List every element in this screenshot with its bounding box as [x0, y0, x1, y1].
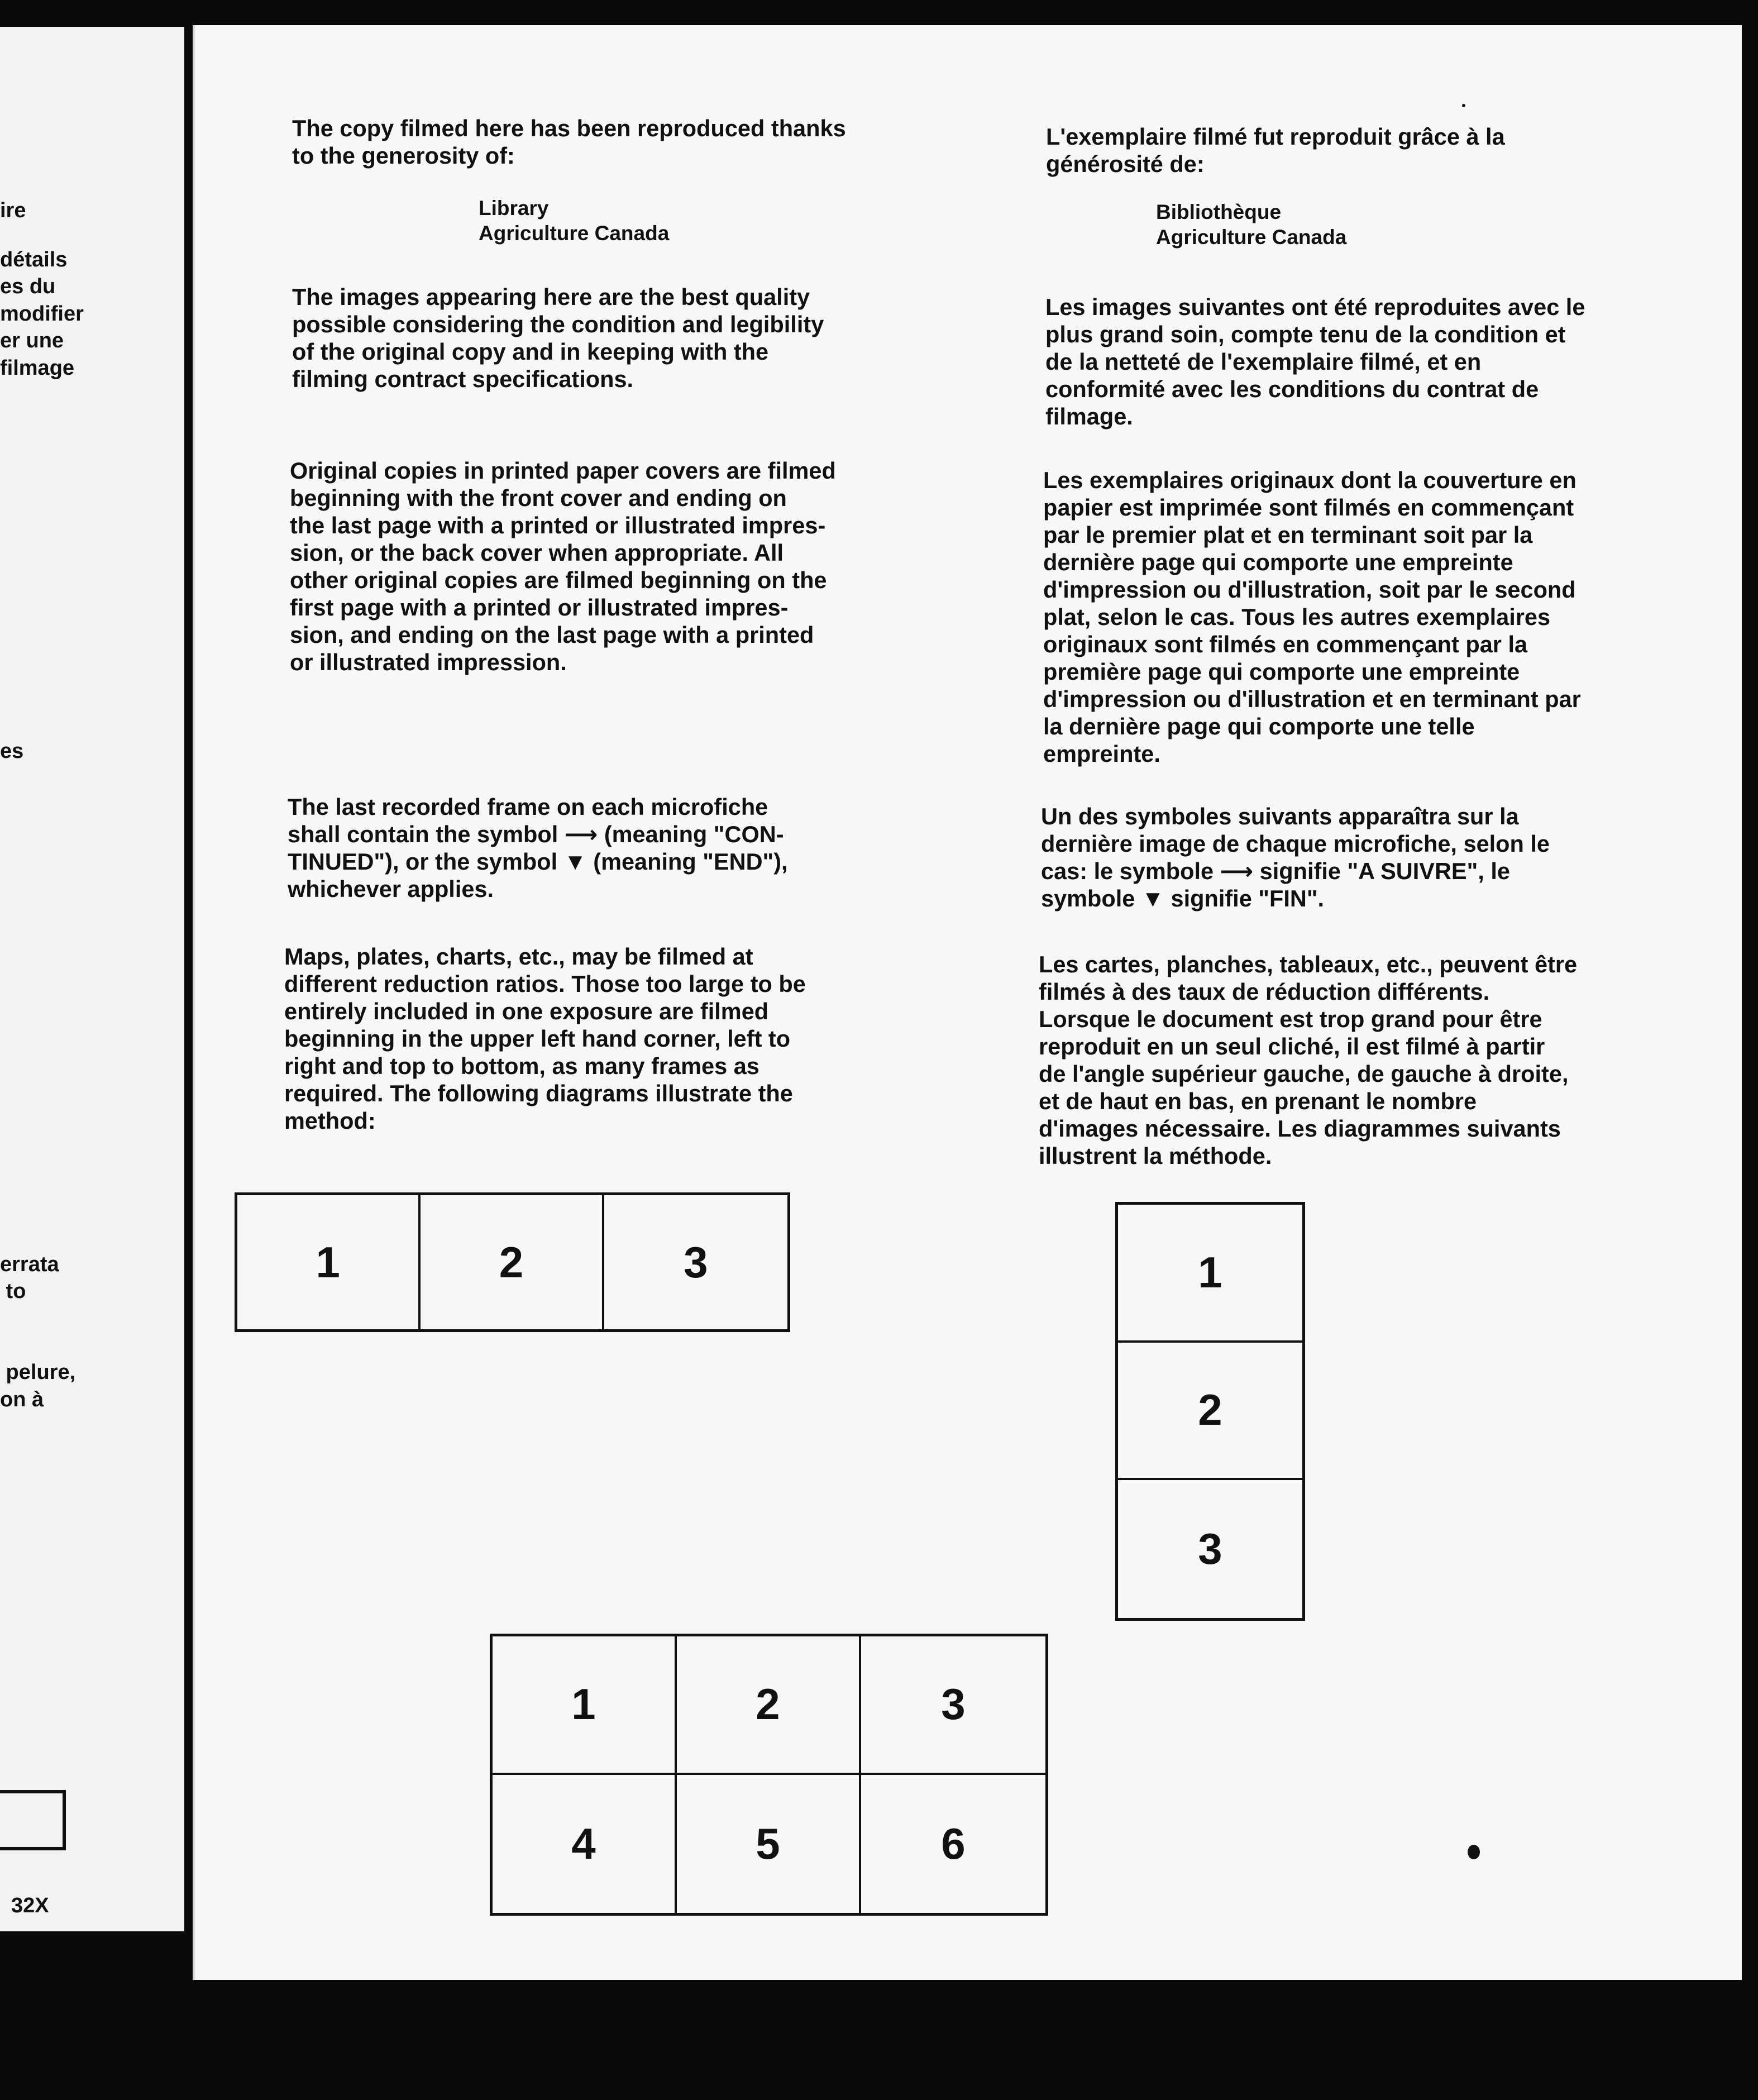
fragment-line: to	[0, 1280, 26, 1303]
french-generosity-intro: L'exemplaire filmé fut reproduit grâce à la générosité de:	[1046, 123, 1505, 177]
frame-cell: 3	[861, 1636, 1045, 1775]
english-maps-paragraph: Maps, plates, charts, etc., may be filmed at different reduction ratios. Those too large to be entirely included in one exposure are filmed beginning in the upper left hand corner, left to right and top to bottom, as many frames as required. The following diagrams illustrate the method:	[284, 943, 806, 1134]
frame-cell: 4	[493, 1775, 677, 1913]
french-original-copies-paragraph: Les exemplaires originaux dont la couverture en papier est imprimée sont filmés en commençant par le premier plat et en terminant soit par la dernière page qui comporte une empreinte d'impression ou d'illustration, soit par le second plat, selon le cas. Tous les autres exemplaires originaux sont filmés en commençant par la première page qui comporte une empreinte d'impression ou d'illustration et en terminant par la dernière page qui comporte une telle empreinte.	[1043, 467, 1581, 767]
english-original-copies-paragraph: Original copies in printed paper covers are filmed beginning with the front cover and ending on the last page with a printed or illustrated impres- sion, or the back cover when appropriate. All other original copies are filmed beginning on the first page with a printed or illustrated impres- sion, and ending on the last page with a printed or illustrated impression.	[290, 457, 836, 675]
ink-speck	[1462, 104, 1465, 107]
french-quality-paragraph: Les images suivantes ont été reproduites avec le plus grand soin, compte tenu de la condition et de la netteté de l'exemplaire filmé, et en conformité avec les conditions du contrat de filmage.	[1045, 294, 1585, 429]
frame-cell: 1	[237, 1195, 421, 1329]
french-symbols-paragraph: Un des symboles suivants apparaîtra sur la dernière image de chaque microfiche, selon le cas: le symbole ⟶ signifie "A SUIVRE", le symbole ▼ signifie "FIN".	[1041, 803, 1550, 911]
fragment-line: es du	[0, 275, 56, 298]
frame-cell: 2	[677, 1636, 861, 1775]
frame-cell: 2	[1118, 1343, 1302, 1481]
frame-cell: 2	[421, 1195, 604, 1329]
fragment-line: pelure,	[0, 1361, 76, 1384]
fragment-line: er une	[0, 329, 64, 352]
fragment-line: errata	[0, 1253, 59, 1276]
english-symbols-paragraph: The last recorded frame on each microfiche shall contain the symbol ⟶ (meaning "CON- TINUED"), or the symbol ▼ (meaning "END"), whichever applies.	[288, 794, 788, 902]
reduction-label: 32X	[11, 1894, 49, 1917]
fragment-line: filmage	[0, 356, 75, 380]
frame-cell: 6	[941, 1819, 966, 1868]
grid-frames-diagram	[490, 1634, 1048, 1916]
frame-cell: 5	[677, 1775, 861, 1913]
french-maps-paragraph: Les cartes, planches, tableaux, etc., peuvent être filmés à des taux de réduction différents. Lorsque le document est trop grand pour être reproduit en un seul cliché, il est filmé à partir de l'angle supérieur gauche, de gauche à droite, et de haut en bas, en prenant le nombre d'images nécessaire. Les diagrammes suivants illustrent la méthode.	[1039, 951, 1578, 1169]
fragment-line: détails	[0, 248, 68, 271]
frame-cell: 1	[1118, 1205, 1302, 1343]
english-quality-paragraph: The images appearing here are the best quality possible considering the condition and legibility of the original copy and in keeping with the filming contract specifications.	[292, 284, 824, 392]
frame-cell: 1	[493, 1636, 677, 1775]
frame-cell: 3	[1198, 1524, 1222, 1574]
frame-cell: 3	[684, 1237, 708, 1287]
english-institution: Library Agriculture Canada	[479, 197, 670, 245]
fragment-line: es	[0, 739, 24, 763]
fragment-line: ire	[0, 199, 26, 222]
english-generosity-intro: The copy filmed here has been reproduced thanks to the generosity of:	[292, 115, 846, 169]
ink-speck	[1468, 1845, 1480, 1859]
vertical-frames-diagram	[1115, 1202, 1305, 1621]
horizontal-frames-diagram	[235, 1192, 790, 1332]
fragment-line: on à	[0, 1388, 44, 1411]
previous-page-fragment	[0, 27, 184, 1931]
fragment-line: modifier	[0, 302, 84, 326]
reduction-target-box	[0, 1790, 66, 1850]
french-institution: Bibliothèque Agriculture Canada	[1156, 201, 1347, 249]
